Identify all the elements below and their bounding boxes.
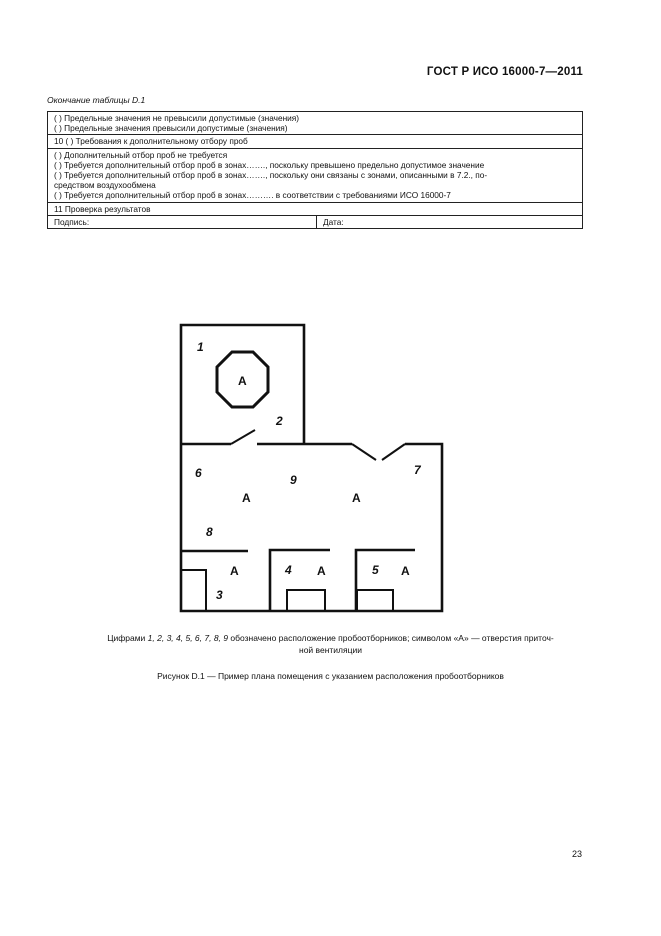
date-cell: Дата: bbox=[317, 215, 583, 228]
vent-label-room-3: A bbox=[230, 564, 239, 578]
sampler-label-3: 3 bbox=[216, 588, 223, 602]
sampler-label-6: 6 bbox=[195, 466, 202, 480]
option-iso-requirements: ( ) Требуется дополнительный отбор проб в зонах………. в соответствии с требованиями ИСО 16000-7 bbox=[54, 190, 451, 201]
section-10-heading: 10 ( ) Требования к дополнительному отбору проб bbox=[48, 135, 583, 148]
vent-label-left: A bbox=[242, 491, 251, 505]
option-limits-exceeded: ( ) Предельные значения превысили допустимые (значения) bbox=[54, 123, 288, 134]
figure-note-prefix: Цифрами bbox=[107, 633, 148, 643]
door-1 bbox=[231, 430, 255, 444]
door-2 bbox=[352, 444, 376, 460]
door-3 bbox=[382, 444, 405, 460]
vent-label-room-4: A bbox=[317, 564, 326, 578]
section-11-heading: 11 Проверка результатов bbox=[48, 202, 583, 215]
sampler-label-9: 9 bbox=[290, 473, 297, 487]
room-4-desk bbox=[287, 590, 325, 611]
room-3-cabinet bbox=[181, 570, 206, 611]
vent-label-room-5: A bbox=[401, 564, 410, 578]
vent-label-octagon: A bbox=[238, 374, 247, 388]
room-5-desk bbox=[357, 590, 393, 611]
figure-note-digits: 1, 2, 3, 4, 5, 6, 7, 8, 9 bbox=[147, 633, 229, 643]
option-limits-not-exceeded: ( ) Предельные значения не превысили допустимые (значения) bbox=[54, 113, 300, 123]
sampler-label-5: 5 bbox=[372, 563, 379, 577]
sampler-label-7: 7 bbox=[414, 463, 421, 477]
room-4-wall bbox=[270, 550, 330, 611]
option-no-additional: ( ) Дополнительный отбор проб не требуется bbox=[54, 149, 228, 160]
figure-title: Рисунок D.1 — Пример плана помещения с указанием расположения пробоотборников bbox=[157, 671, 504, 681]
page-number: 23 bbox=[572, 849, 583, 859]
sampler-label-4: 4 bbox=[285, 563, 292, 577]
option-exceeded: ( ) Требуется дополнительный отбор проб в зонах……., поскольку превышено предельно допустимое значение bbox=[54, 159, 485, 170]
sampler-label-2: 2 bbox=[276, 414, 283, 428]
option-connected-zones-cont: средством воздухообмена bbox=[54, 180, 156, 191]
document-header: ГОСТ Р ИСО 16000-7—2011 bbox=[426, 66, 583, 78]
figure-note bbox=[47, 633, 614, 656]
room-5-wall bbox=[356, 550, 415, 611]
sampler-label-1: 1 bbox=[197, 340, 204, 354]
vent-label-right: A bbox=[352, 491, 361, 505]
floor-plan-labels bbox=[195, 340, 422, 602]
option-connected-zones: ( ) Требуется дополнительный отбор проб в зонах……., поскольку они связаны с зонами, описанными в 7.2., по- bbox=[54, 170, 488, 181]
figure-note-mid: обозначено расположение пробоотборников; символом «А» — отверстия приточ- bbox=[228, 633, 554, 643]
table-caption: Окончание таблицы D.1 bbox=[47, 95, 146, 105]
sampler-label-8: 8 bbox=[206, 525, 213, 539]
signature-cell: Подпись: bbox=[48, 215, 317, 228]
figure-note-line2: ной вентиляции bbox=[299, 644, 362, 655]
outer-walls bbox=[181, 444, 442, 611]
